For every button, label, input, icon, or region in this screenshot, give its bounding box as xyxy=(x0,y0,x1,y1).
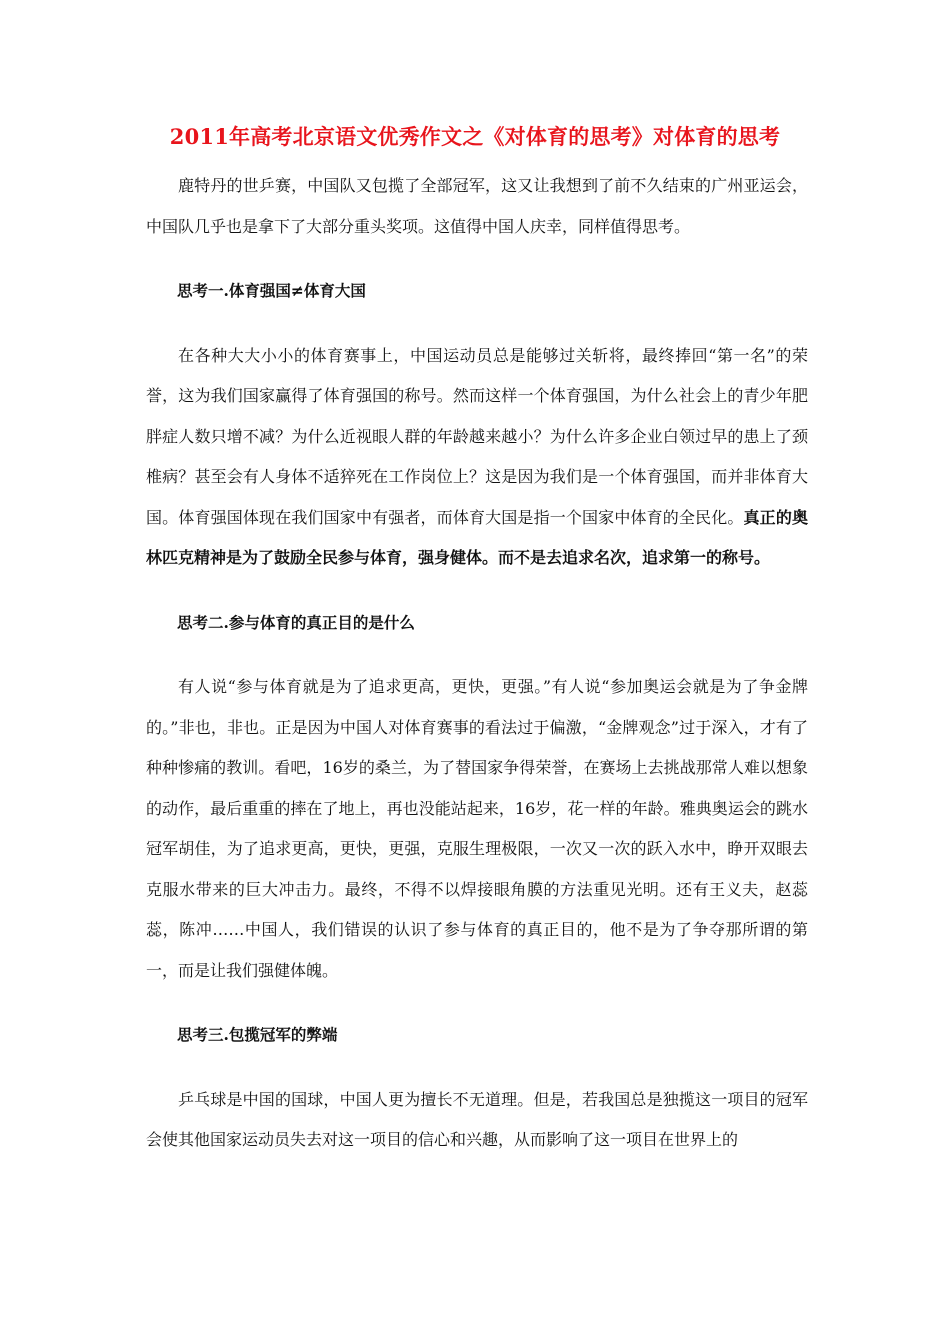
intro-paragraph: 鹿特丹的世乒赛，中国队又包揽了全部冠军，这又让我想到了前不久结束的广州亚运会，中国队几乎也是拿下了大部分重头奖项。这值得中国人庆幸，同样值得思考。 xyxy=(146,176,808,236)
section-1-paragraph xyxy=(146,336,808,579)
section-1-heading: 思考一.体育强国≠体育大国 xyxy=(177,281,366,300)
section-2-paragraph: 有人说“参与体育就是为了追求更高，更快，更强。”有人说“参加奥运会就是为了争金牌的。”非也，非也。正是因为中国人对体育赛事的看法过于偏激，“金牌观念”过于深入，才有了种种惨痛的教训。看吧，16岁的桑兰，为了替国家争得荣誉，在赛场上去挑战那常人难以想象的动作，最后重重的摔在了地上，再也没能站起来，16岁，花一样的年龄。雅典奥运会的跳水冠军胡佳，为了追求更高，更快，更强，克服生理极限，一次又一次的跃入水中，睁开双眼去克服水带来的巨大冲击力。最终，不得不以焊接眼角膜的方法重见光明。还有王义夫，赵蕊蕊，陈冲……中国人，我们错误的认识了参与体育的真正目的，他不是为了争夺那所谓的第一，而是让我们强健体魄。 xyxy=(146,677,808,980)
section-2-heading: 思考二.参与体育的真正目的是什么 xyxy=(177,612,415,632)
document-body xyxy=(146,166,808,1161)
section-3-heading: 思考三.包揽冠军的弊端 xyxy=(177,1025,338,1044)
section-3-paragraph: 乒乓球是中国的国球，中国人更为擅长不无道理。但是，若我国总是独揽这一项目的冠军会使其他国家运动员失去对这一项目的信心和兴趣，从而影响了这一项目在世界上的 xyxy=(146,1089,808,1149)
section-1-bold-text: 真正的奥林匹克精神是为了鼓励全民参与体育，强身健体。而不是去追求名次，追求第一的称号。 xyxy=(146,507,808,567)
section-1-text: 在各种大大小小的体育赛事上，中国运动员总是能够过关斩将，最终捧回“第一名”的荣誉，这为我们国家赢得了体育强国的称号。然而这样一个体育强国，为什么社会上的青少年肥胖症人数只增不减？为什么近视眼人群的年龄越来越小？为什么许多企业白领过早的患上了颈椎病？甚至会有人身体不适猝死在工作岗位上？这是因为我们是一个体育强国，而并非体育大国。体育强国体现在我们国家中有强者，而体育大国是指一个国家中体育的全民化。 xyxy=(146,345,808,527)
document-title: 2011年高考北京语文优秀作文之《对体育的思考》对体育的思考 xyxy=(169,124,781,149)
